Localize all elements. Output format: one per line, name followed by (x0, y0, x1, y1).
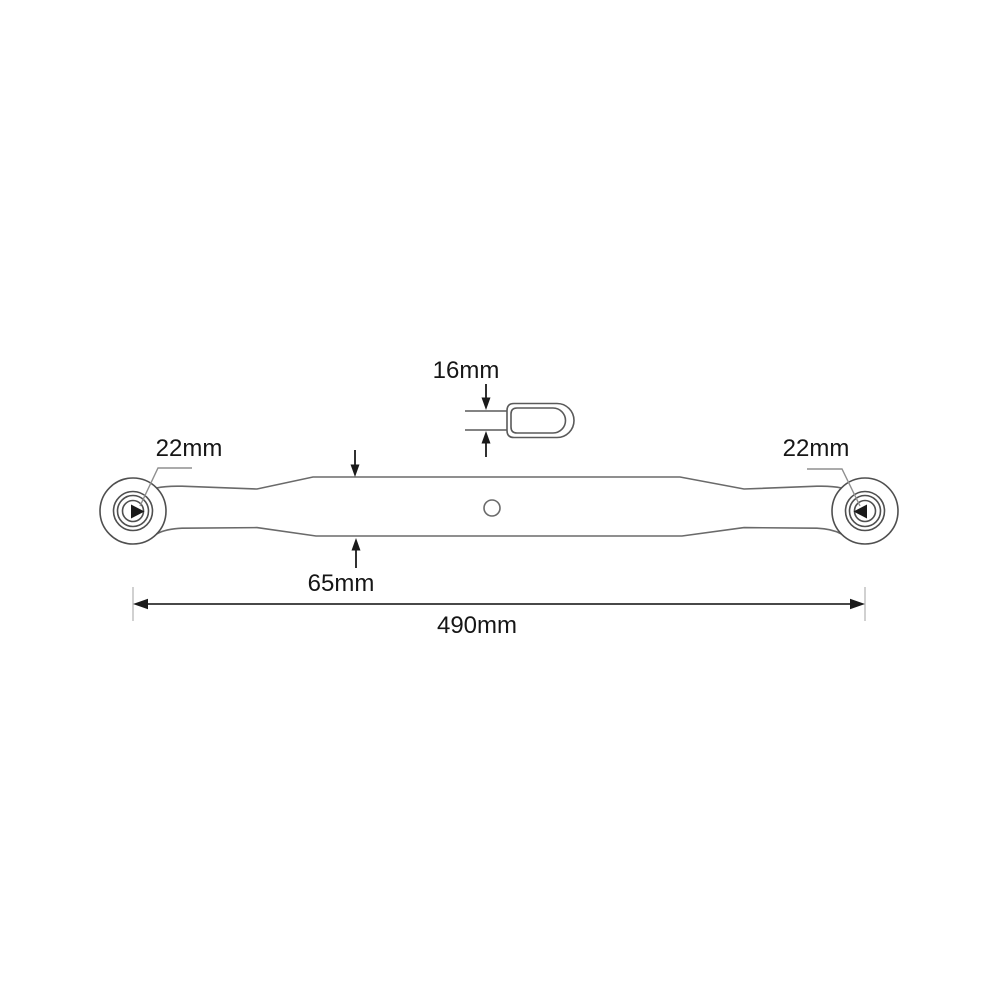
arm-profile (157, 477, 842, 536)
length-dim-left-arrowhead-icon (133, 599, 148, 609)
height-dim-down-arrowhead-icon (351, 465, 360, 478)
left-ball-diameter-label: 22mm (155, 435, 223, 462)
right-ball-callout (783, 435, 860, 506)
arm-top-edge (157, 477, 842, 489)
length-dimension (133, 587, 865, 639)
pin-dimension-arrows (482, 384, 491, 457)
pin-outline (465, 404, 574, 438)
arm-center-hole (484, 500, 500, 516)
arm-height-label: 65mm (307, 570, 375, 597)
left-ball-callout (140, 435, 222, 506)
pin-detail (433, 357, 574, 457)
length-dim-right-arrowhead-icon (850, 599, 865, 609)
height-dim-up-arrowhead-icon (352, 538, 361, 551)
pin-dim-up-arrowhead-icon (482, 431, 491, 444)
arm-assembly (100, 477, 898, 544)
pin-thickness-label: 16mm (432, 357, 500, 384)
height-dimension (308, 450, 375, 597)
arm-bottom-edge (157, 528, 842, 536)
pin-dim-down-arrowhead-icon (482, 398, 491, 411)
right-ball-diameter-label: 22mm (782, 435, 850, 462)
overall-length-label: 490mm (436, 612, 518, 639)
